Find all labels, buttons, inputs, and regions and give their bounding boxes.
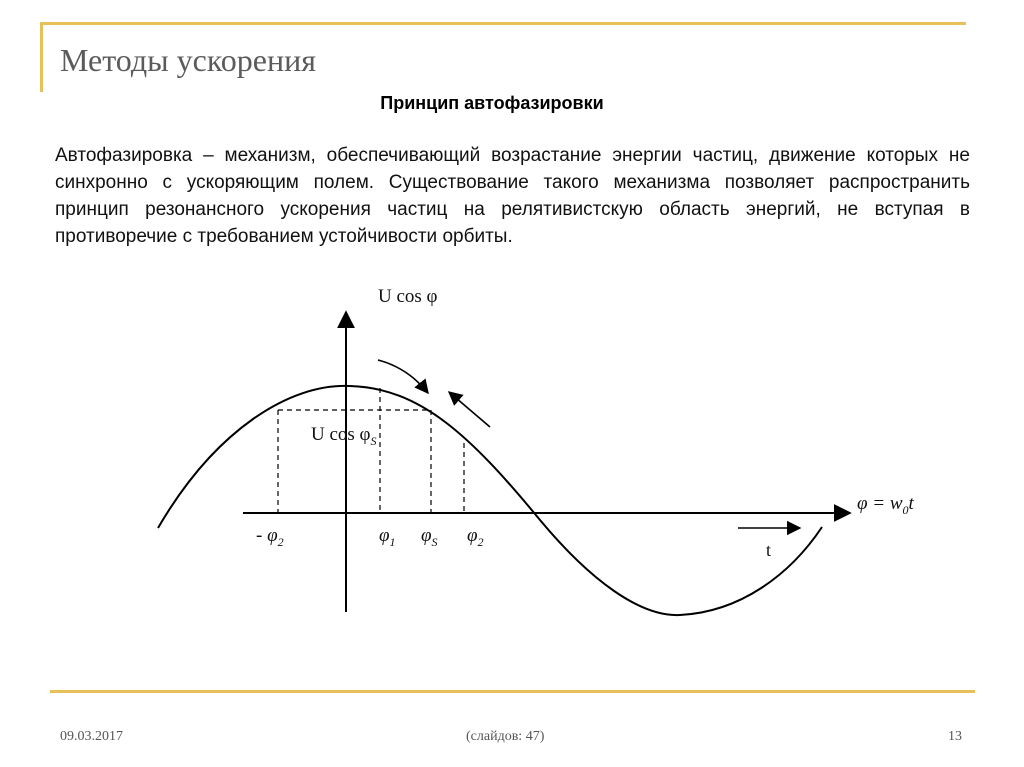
footer-date: 09.03.2017 — [60, 729, 123, 744]
x-axis-label-sub: 0 — [902, 503, 909, 517]
x-axis-label-tail: t — [908, 493, 914, 514]
dashed-guides — [278, 388, 464, 513]
tick-minus-phi2-sub: 2 — [277, 535, 284, 549]
tick-phis — [421, 525, 438, 549]
tick-phi2-sub: 2 — [477, 535, 484, 549]
subtitle-text: Принцип автофазировки — [380, 93, 604, 113]
tick-phis-sub: S — [431, 535, 438, 549]
tick-minus-phi2-main: - φ — [256, 525, 278, 546]
tick-phis-main: φ — [421, 525, 432, 546]
level-label-main: U cos φ — [311, 424, 371, 445]
footer-slide-count: (слайдов: 47) — [466, 729, 545, 744]
y-axis-label: U cos φ — [378, 286, 438, 307]
tick-phi1-main: φ — [379, 525, 390, 546]
cosine-curve — [158, 386, 822, 615]
tick-phi1-sub: 1 — [389, 535, 396, 549]
footer-page-number: 13 — [948, 729, 962, 744]
tick-phi1 — [379, 525, 396, 549]
level-label — [311, 424, 377, 448]
tick-minus-phi2 — [256, 525, 284, 549]
definition-paragraph: Автофазировка – механизм, обеспечивающий возрастание энергии частиц, движение которых не синхронно с ускоряющим полем. Существование такого механизма позволяет распространить принцип резонансного ускорения частиц на релятивистскую область энергий, не вступая в противоречие с требованием устойчивости орбиты. — [55, 145, 970, 247]
arrow-up-left — [449, 392, 490, 427]
time-label: t — [766, 540, 772, 560]
slide-title: Методы ускорения — [60, 42, 316, 78]
tick-phi2 — [467, 525, 484, 549]
tick-phi2-main: φ — [467, 525, 478, 546]
x-axis-label — [857, 493, 915, 517]
level-label-sub: S — [370, 434, 377, 448]
arrow-down-right — [378, 360, 428, 393]
x-axis-label-main: φ = w — [857, 493, 903, 514]
